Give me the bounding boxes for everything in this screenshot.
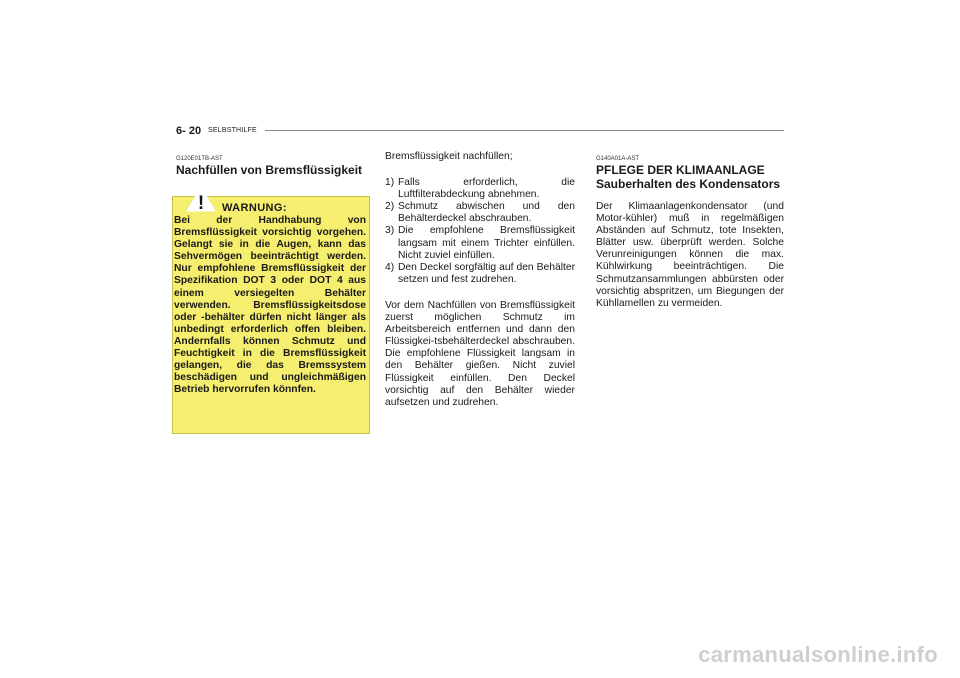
section-body: Der Klimaanlagenkondensator (und Motor-kühler) muß in regelmäßigen Abständen auf Schmutz, tote Insekten, Blätter usw. überprüft werden. Solche Verunreinigungen können die max. Kühlwirkung beeinträchtigen. Die Schmutzansammlungen abbürsten oder vorsichtig abspritzen, um Biegungen der Kühllamellen zu vermeiden. xyxy=(596,201,784,309)
step-number: 4) xyxy=(385,261,395,273)
warning-text: Bei der Handhabung von Bremsflüssigkeit vorsichtig vorgehen. Gelangt sie in die Augen, kann das Sehvermögen beeinträchtigt werden. Nur empfohlene Bremsflüssigkeit der Spezifikation DOT 3 oder DOT 4 aus einem versiegelten Behälter verwenden. Bremsflüssigkeitsdose oder -behälter dürfen nicht länger als unbedingt erforderlich offen bleiben. Andernfalls können Schmutz und Feuchtigkeit in die Bremsflüssigkeit gelangen, die das Bremssystem beschädigen und ungleichmäßigen Betrieb hervorrufen könnfen. xyxy=(174,215,366,396)
step-number: 2) xyxy=(385,201,395,213)
header-divider xyxy=(265,130,784,131)
step-text: Schmutz abwischen und den Behälterdeckel abschrauben. xyxy=(398,201,575,225)
list-item xyxy=(385,225,575,261)
step-text: Die empfohlene Bremsflüssigkeit langsam mit einem Trichter einfüllen. Nicht zuviel einfüllen. xyxy=(398,225,575,261)
list-item xyxy=(385,177,575,201)
section-subtitle: Sauberhalten des Kondensators xyxy=(596,177,781,191)
refill-paragraph: Vor dem Nachfüllen von Bremsflüssigkeit zuerst möglichen Schmutz im Arbeitsbereich entfernen und dann den Flüssigkei-tsbehälterdeckel abschrauben. Die empfohlene Flüssigkeit langsam in den Behälter gießen. Nicht zuviel Flüssigkeit einfüllen. Den Deckel vorsichtig auf den Behälter wieder aufsetzen und zudrehen. xyxy=(385,299,575,408)
steps-list xyxy=(385,177,575,286)
air-conditioning-section xyxy=(596,155,784,310)
step-number: 1) xyxy=(385,177,395,189)
warning-title: WARNUNG: xyxy=(222,202,287,214)
page-header xyxy=(176,124,784,138)
intro-text: Bremsflüssigkeit nachfüllen; xyxy=(385,151,513,162)
step-text: Falls erforderlich, die Luftfilterabdeckung abnehmen. xyxy=(398,177,575,201)
refill-instructions xyxy=(385,151,575,409)
section-name: SELBSTHILFE xyxy=(208,127,257,134)
warning-symbol: ! xyxy=(197,193,205,212)
step-text: Den Deckel sorgfältig auf den Behälter setzen und fest zudrehen. xyxy=(398,261,575,285)
list-item xyxy=(385,201,575,225)
brake-fluid-section xyxy=(176,155,370,177)
section-code: G140A01A-AST xyxy=(596,156,640,162)
section-title: Nachfüllen von Bremsflüssigkeit xyxy=(176,163,363,177)
section-code: G120E01TB-AST xyxy=(176,156,223,162)
list-item xyxy=(385,262,575,286)
section-title: PFLEGE DER KLIMAANLAGE xyxy=(596,163,765,177)
step-number: 3) xyxy=(385,225,395,237)
page-number: 6- 20 xyxy=(176,125,202,137)
watermark: carmanualsonline.info xyxy=(698,642,938,667)
warning-triangle-icon xyxy=(186,186,216,212)
